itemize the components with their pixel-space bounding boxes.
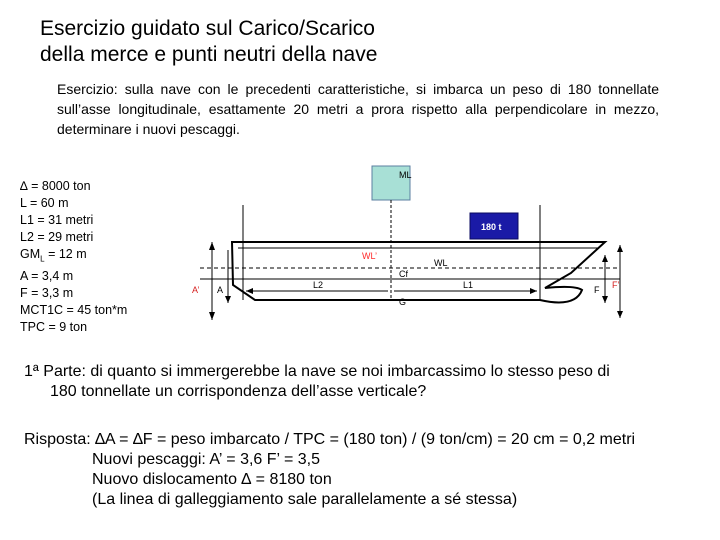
param-l1: L1 = 31 metri [20, 213, 94, 227]
l2-arrow-head [246, 288, 253, 294]
param-fwd-draft: F = 3,3 m [20, 285, 74, 300]
l2-label: L2 [313, 280, 324, 290]
part1-line-1: 1ª Parte: di quanto si immergerebbe la nave se noi imbarcassimo lo stesso peso di [24, 363, 610, 380]
aft-arrow-down [225, 296, 231, 303]
param-aft-draft: A = 3,4 m [20, 268, 74, 283]
title-line-1: Esercizio guidato sul Carico/Scarico [40, 17, 375, 40]
param-gml-sub: L [40, 254, 45, 264]
param-gml-prefix: GM [20, 247, 41, 261]
param-displacement: ∆ = 8000 ton [20, 179, 91, 193]
answer-line-3: Nuovo dislocamento ∆ = 8180 ton [92, 471, 332, 488]
title-line-2: della merce e punti neutri della nave [40, 43, 378, 66]
weight-label: 180 t [481, 222, 502, 232]
fwd-arrow-up [602, 255, 608, 262]
param-gml-suffix: = 12 m [44, 247, 87, 261]
wl-new-label: WL’ [362, 251, 378, 261]
param-length: L = 60 m [20, 196, 69, 210]
param-mct: MCT1C = 45 ton*m [20, 302, 128, 317]
aft-new-arrow-down [209, 312, 215, 320]
g-label: G [399, 297, 407, 307]
aft-new-draft-label: A’ [192, 285, 200, 295]
part1-question [24, 362, 714, 402]
fwd-arrow-down [602, 296, 608, 303]
l1-arrow-head [530, 288, 537, 294]
param-tpc: TPC = 9 ton [20, 319, 88, 334]
cf-label: Cf [399, 269, 408, 279]
part1-line-2: 180 tonnellate un corrispondenza dell’asse verticale? [50, 383, 427, 400]
param-l2: L2 = 29 metri [20, 230, 94, 244]
answer-line-2: Nuovi pescaggi: A’ = 3,6 F’ = 3,5 [92, 451, 320, 468]
answer-block [24, 430, 720, 510]
aft-draft-label: A [217, 285, 224, 295]
aft-new-arrow-up [209, 242, 215, 250]
ship-hull [232, 242, 605, 302]
fwd-new-draft-label: F’ [612, 280, 620, 290]
answer-line-4: (La linea di galleggiamento sale parallelamente a sé stessa) [92, 491, 518, 508]
fwd-new-arrow-down [617, 311, 623, 318]
fwd-draft-label: F [594, 285, 600, 295]
l1-label: L1 [463, 280, 474, 290]
fwd-new-arrow-up [617, 245, 623, 252]
wl-label: WL [434, 258, 448, 268]
exercise-text: Esercizio: sulla nave con le precedenti caratteristiche, si imbarca un peso di 180 tonnellate sull’asse longitudinale, esattamente 20 metri a prora rispetto alla perpendicolare in mezzo, determinare i nuovi pescaggi. [57, 81, 659, 137]
ml-label: ML [399, 170, 412, 180]
answer-line-1: Risposta: ∆A = ∆F = peso imbarcato / TPC = (180 ton) / (9 ton/cm) = 20 cm = 0,2 metri [24, 431, 636, 448]
